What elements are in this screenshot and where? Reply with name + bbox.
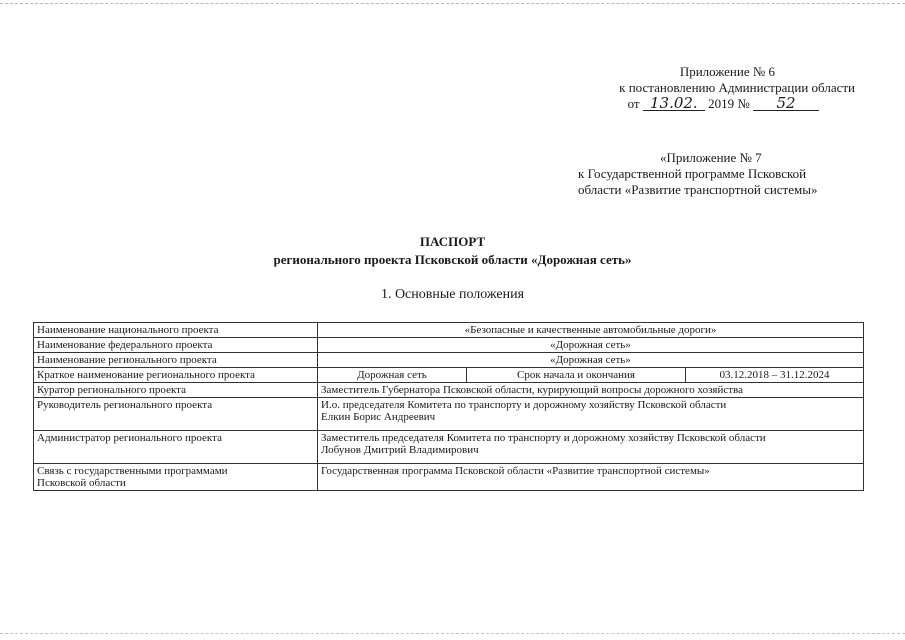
handwritten-date: 13.02. — [643, 96, 705, 111]
row-label: Руководитель регионального проекта — [34, 398, 318, 431]
from-prefix: от — [627, 96, 640, 111]
table-row — [34, 383, 864, 398]
period-label: Срок начала и окончания — [467, 368, 686, 383]
table-row — [34, 464, 864, 491]
period-value: 03.12.2018 – 31.12.2024 — [686, 368, 864, 383]
row-label: Краткое наименование регионального проекта — [34, 368, 318, 383]
table-row — [34, 323, 864, 338]
row-value-line2: Елкин Борис Андреевич — [321, 411, 436, 423]
row-label-line2: Псковской области — [37, 477, 126, 489]
row-value-line1: Заместитель председателя Комитета по транспорту и дорожному хозяйству Псковской области — [321, 432, 766, 444]
row-label: Наименование регионального проекта — [34, 353, 318, 368]
passport-table — [33, 322, 864, 491]
section-heading: 1. Основные положения — [380, 287, 525, 302]
row-value — [318, 431, 864, 464]
table-row — [34, 368, 864, 383]
row-label: Куратор регионального проекта — [34, 383, 318, 398]
row-value: «Дорожная сеть» — [318, 353, 864, 368]
year: 2019 — [708, 96, 735, 111]
table-row — [34, 431, 864, 464]
table-row — [34, 338, 864, 353]
row-value-line2: Лобунов Дмитрий Владимирович — [321, 444, 479, 456]
handwritten-number: 52 — [753, 96, 819, 111]
table-row — [34, 398, 864, 431]
number-sign: № — [737, 96, 750, 111]
prev-appendix-number: «Приложение № 7 — [660, 150, 762, 165]
row-value: Государственная программа Псковской области «Развитие транспортной системы» — [318, 464, 864, 491]
row-label: Администратор регионального проекта — [34, 431, 318, 464]
appendix-number: Приложение № 6 — [679, 64, 775, 79]
row-label — [34, 464, 318, 491]
passport-title-block — [0, 233, 905, 269]
row-label: Наименование национального проекта — [34, 323, 318, 338]
row-value — [318, 398, 864, 431]
table-row — [34, 353, 864, 368]
row-value: Заместитель Губернатора Псковской области, курирующий вопросы дорожного хозяйства — [318, 383, 864, 398]
scan-edge-bottom — [0, 633, 905, 634]
row-value: «Безопасные и качественные автомобильные дороги» — [318, 323, 864, 338]
appendix-header — [619, 64, 855, 112]
scan-edge-top — [0, 3, 905, 4]
row-label: Наименование федерального проекта — [34, 338, 318, 353]
previous-appendix-header — [578, 150, 856, 198]
prev-appendix-program: области «Развитие транспортной системы» — [578, 182, 818, 197]
row-value: «Дорожная сеть» — [318, 338, 864, 353]
row-label-line1: Связь с государственными программами — [37, 465, 228, 477]
row-value-line1: И.о. председателя Комитета по транспорту и дорожному хозяйству Псковской области — [321, 399, 727, 411]
short-name-value: Дорожная сеть — [318, 368, 467, 383]
appendix-date-line — [619, 96, 855, 112]
passport-title: ПАСПОРТ — [419, 234, 486, 249]
prev-appendix-basis: к Государственной программе Псковской — [578, 166, 807, 181]
appendix-basis: к постановлению Администрации области — [619, 80, 855, 95]
passport-subtitle: регионального проекта Псковской области «Дорожная сеть» — [273, 252, 632, 267]
